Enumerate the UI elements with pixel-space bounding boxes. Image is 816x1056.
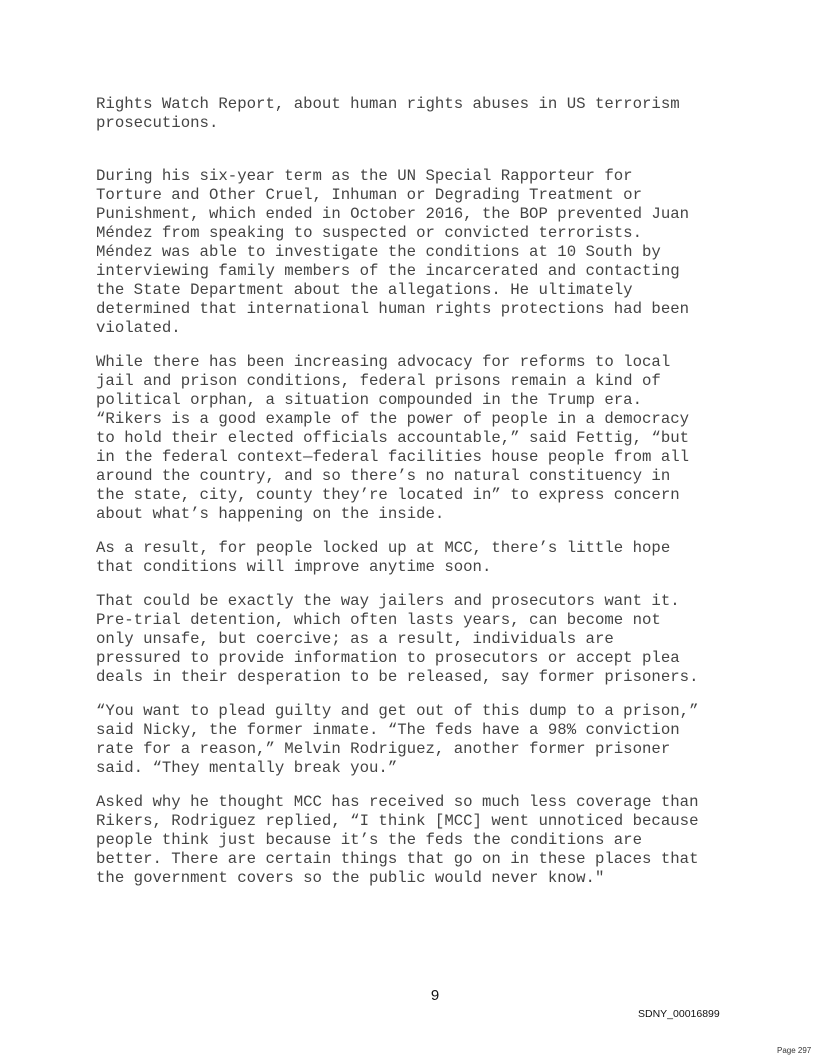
paragraph-4 bbox=[96, 539, 726, 577]
text-line: said. “They mentally break you.” bbox=[96, 759, 398, 777]
text-line: Méndez from speaking to suspected or convicted terrorists. bbox=[96, 224, 643, 242]
paragraph-2 bbox=[96, 167, 726, 338]
text-line: deals in their desperation to be released, say former prisoners. bbox=[96, 668, 699, 686]
text-line: Rights Watch Report, about human rights abuses in US terrorism bbox=[96, 95, 680, 113]
text-line: the State Department about the allegations. He ultimately bbox=[96, 281, 633, 299]
text-line: Pre-trial detention, which often lasts years, can become not bbox=[96, 611, 661, 629]
text-line: people think just because it’s the feds the conditions are bbox=[96, 831, 643, 849]
folio-label: Page 297 bbox=[777, 1046, 812, 1055]
text-line: Punishment, which ended in October 2016, the BOP prevented Juan bbox=[96, 205, 690, 223]
text-line: Rikers, Rodriguez replied, “I think [MCC] went unnoticed because bbox=[96, 812, 699, 830]
paragraph-5 bbox=[96, 592, 726, 687]
paragraph-1 bbox=[96, 95, 726, 133]
bates-number: SDNY_00016899 bbox=[638, 1008, 720, 1020]
text-line: violated. bbox=[96, 319, 181, 337]
text-line: As a result, for people locked up at MCC, there’s little hope bbox=[96, 539, 671, 557]
text-line: in the federal context—federal facilities house people from all bbox=[96, 448, 690, 466]
text-line: to hold their elected officials accountable,” said Fettig, “but bbox=[96, 429, 690, 447]
text-line: “Rikers is a good example of the power of people in a democracy bbox=[96, 410, 690, 428]
text-line: While there has been increasing advocacy for reforms to local bbox=[96, 353, 671, 371]
text-line: that conditions will improve anytime soon. bbox=[96, 558, 492, 576]
article-body bbox=[96, 95, 726, 888]
text-line: Torture and Other Cruel, Inhuman or Degrading Treatment or bbox=[96, 186, 643, 204]
text-line: rate for a reason,” Melvin Rodriguez, another former prisoner bbox=[96, 740, 671, 758]
text-line: During his six-year term as the UN Special Rapporteur for bbox=[96, 167, 633, 185]
text-line: determined that international human rights protections had been bbox=[96, 300, 690, 318]
text-line: the state, city, county they’re located in” to express concern bbox=[96, 486, 680, 504]
text-line: around the country, and so there’s no natural constituency in bbox=[96, 467, 671, 485]
text-line: about what’s happening on the inside. bbox=[96, 505, 445, 523]
text-line: “You want to plead guilty and get out of this dump to a prison,” bbox=[96, 702, 699, 720]
text-line: political orphan, a situation compounded in the Trump era. bbox=[96, 391, 643, 409]
page-number: 9 bbox=[430, 987, 440, 1004]
text-line: better. There are certain things that go on in these places that bbox=[96, 850, 699, 868]
text-line: jail and prison conditions, federal prisons remain a kind of bbox=[96, 372, 661, 390]
text-line: Asked why he thought MCC has received so much less coverage than bbox=[96, 793, 699, 811]
text-line: That could be exactly the way jailers and prosecutors want it. bbox=[96, 592, 680, 610]
text-line: only unsafe, but coercive; as a result, individuals are bbox=[96, 630, 614, 648]
text-line: Méndez was able to investigate the conditions at 10 South by bbox=[96, 243, 661, 261]
text-line: the government covers so the public would never know." bbox=[96, 869, 605, 887]
text-line: pressured to provide information to prosecutors or accept plea bbox=[96, 649, 680, 667]
text-line: prosecutions. bbox=[96, 114, 219, 132]
text-line: interviewing family members of the incarcerated and contacting bbox=[96, 262, 680, 280]
paragraph-6 bbox=[96, 702, 726, 778]
paragraph-3 bbox=[96, 353, 726, 524]
paragraph-7 bbox=[96, 793, 726, 888]
text-line: said Nicky, the former inmate. “The feds have a 98% conviction bbox=[96, 721, 680, 739]
